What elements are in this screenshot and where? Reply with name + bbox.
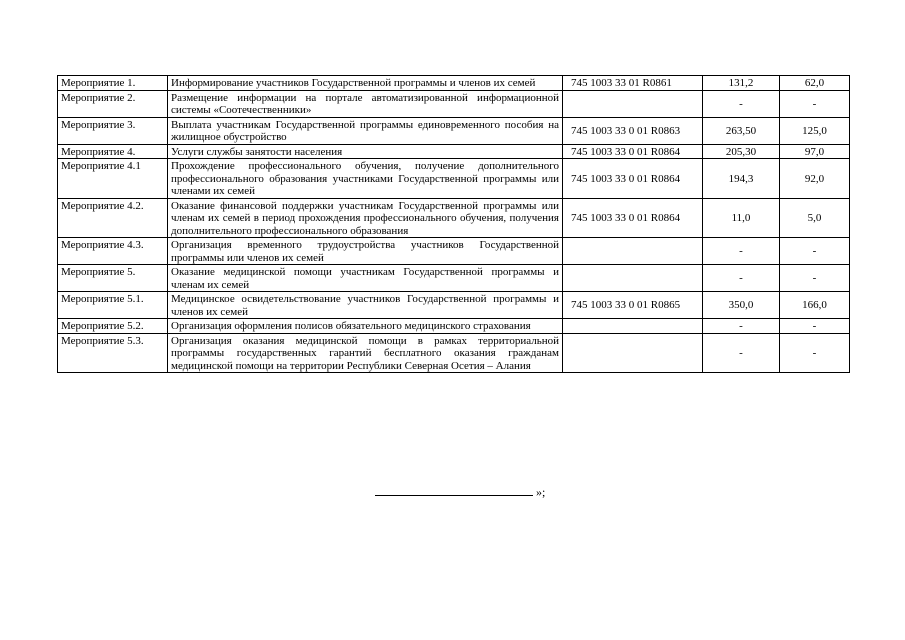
table-row bbox=[58, 90, 850, 117]
value-2-cell: 97,0 bbox=[780, 144, 850, 159]
activity-description-cell: Информирование участников Государственной программы и членов их семей bbox=[168, 76, 563, 91]
activity-label-cell: Мероприятие 4. bbox=[58, 144, 168, 159]
value-2-cell: 62,0 bbox=[780, 76, 850, 91]
table-row bbox=[58, 76, 850, 91]
value-1-cell: - bbox=[703, 238, 780, 265]
activity-label-cell: Мероприятие 5.3. bbox=[58, 333, 168, 373]
table-row bbox=[58, 198, 850, 238]
value-1-cell: 350,0 bbox=[703, 292, 780, 319]
budget-code-cell bbox=[563, 265, 703, 292]
table-row bbox=[58, 238, 850, 265]
activity-label-cell: Мероприятие 1. bbox=[58, 76, 168, 91]
value-1-cell: 205,30 bbox=[703, 144, 780, 159]
activity-description-cell: Организация временного трудоустройства участников Государственной программы или членов их семей bbox=[168, 238, 563, 265]
table-row bbox=[58, 159, 850, 199]
activity-description-cell: Оказание медицинской помощи участникам Государственной программы и членам их семей bbox=[168, 265, 563, 292]
closing-line bbox=[375, 485, 565, 500]
activity-description-cell: Медицинское освидетельствование участников Государственной программы и членов их семей bbox=[168, 292, 563, 319]
value-2-cell: 166,0 bbox=[780, 292, 850, 319]
activity-description-cell: Организация оказания медицинской помощи в рамках территориальной программы государственных гарантий бесплатного оказания гражданам медицинской помощи на территории Республики Северная Осетия – Алания bbox=[168, 333, 563, 373]
activity-description-cell: Оказание финансовой поддержки участникам Государственной программы или членам их семей в период прохождения профессионального обучения, получения дополнительного профессионального образования bbox=[168, 198, 563, 238]
table-row bbox=[58, 319, 850, 334]
program-activities-table bbox=[57, 75, 850, 373]
activity-label-cell: Мероприятие 5. bbox=[58, 265, 168, 292]
value-2-cell: - bbox=[780, 333, 850, 373]
activity-label-cell: Мероприятие 4.2. bbox=[58, 198, 168, 238]
value-1-cell: 131,2 bbox=[703, 76, 780, 91]
value-1-cell: - bbox=[703, 265, 780, 292]
value-2-cell: - bbox=[780, 238, 850, 265]
activity-label-cell: Мероприятие 5.1. bbox=[58, 292, 168, 319]
budget-code-cell: 745 1003 33 0 01 R0864 bbox=[563, 159, 703, 199]
activity-label-cell: Мероприятие 4.1 bbox=[58, 159, 168, 199]
value-1-cell: - bbox=[703, 333, 780, 373]
value-1-cell: 194,3 bbox=[703, 159, 780, 199]
activity-description-cell: Размещение информации на портале автоматизированной информационной системы «Соотечественники» bbox=[168, 90, 563, 117]
table-row bbox=[58, 265, 850, 292]
value-2-cell: 92,0 bbox=[780, 159, 850, 199]
budget-code-cell bbox=[563, 319, 703, 334]
budget-code-cell: 745 1003 33 0 01 R0864 bbox=[563, 198, 703, 238]
budget-code-cell: 745 1003 33 01 R0861 bbox=[563, 76, 703, 91]
budget-code-cell: 745 1003 33 0 01 R0863 bbox=[563, 117, 703, 144]
activity-description-cell: Услуги службы занятости населения bbox=[168, 144, 563, 159]
budget-code-cell bbox=[563, 90, 703, 117]
value-1-cell: - bbox=[703, 319, 780, 334]
table-row bbox=[58, 144, 850, 159]
budget-code-cell bbox=[563, 238, 703, 265]
table-row bbox=[58, 333, 850, 373]
value-2-cell: 5,0 bbox=[780, 198, 850, 238]
signature-underline bbox=[375, 485, 533, 496]
value-1-cell: 263,50 bbox=[703, 117, 780, 144]
budget-code-cell bbox=[563, 333, 703, 373]
activity-description-cell: Выплата участникам Государственной программы единовременного пособия на жилищное обустройство bbox=[168, 117, 563, 144]
table-row bbox=[58, 117, 850, 144]
activity-description-cell: Прохождение профессионального обучения, получение дополнительного профессионального образования участниками Государственной программы или членами их семей bbox=[168, 159, 563, 199]
closing-quote: »; bbox=[536, 485, 546, 499]
activity-label-cell: Мероприятие 2. bbox=[58, 90, 168, 117]
table-body bbox=[58, 76, 850, 373]
budget-code-cell: 745 1003 33 0 01 R0864 bbox=[563, 144, 703, 159]
activity-description-cell: Организация оформления полисов обязательного медицинского страхования bbox=[168, 319, 563, 334]
activity-label-cell: Мероприятие 3. bbox=[58, 117, 168, 144]
value-1-cell: 11,0 bbox=[703, 198, 780, 238]
budget-code-cell: 745 1003 33 0 01 R0865 bbox=[563, 292, 703, 319]
value-2-cell: - bbox=[780, 90, 850, 117]
table-row bbox=[58, 292, 850, 319]
value-2-cell: - bbox=[780, 265, 850, 292]
value-2-cell: 125,0 bbox=[780, 117, 850, 144]
activity-label-cell: Мероприятие 5.2. bbox=[58, 319, 168, 334]
activity-label-cell: Мероприятие 4.3. bbox=[58, 238, 168, 265]
value-2-cell: - bbox=[780, 319, 850, 334]
value-1-cell: - bbox=[703, 90, 780, 117]
